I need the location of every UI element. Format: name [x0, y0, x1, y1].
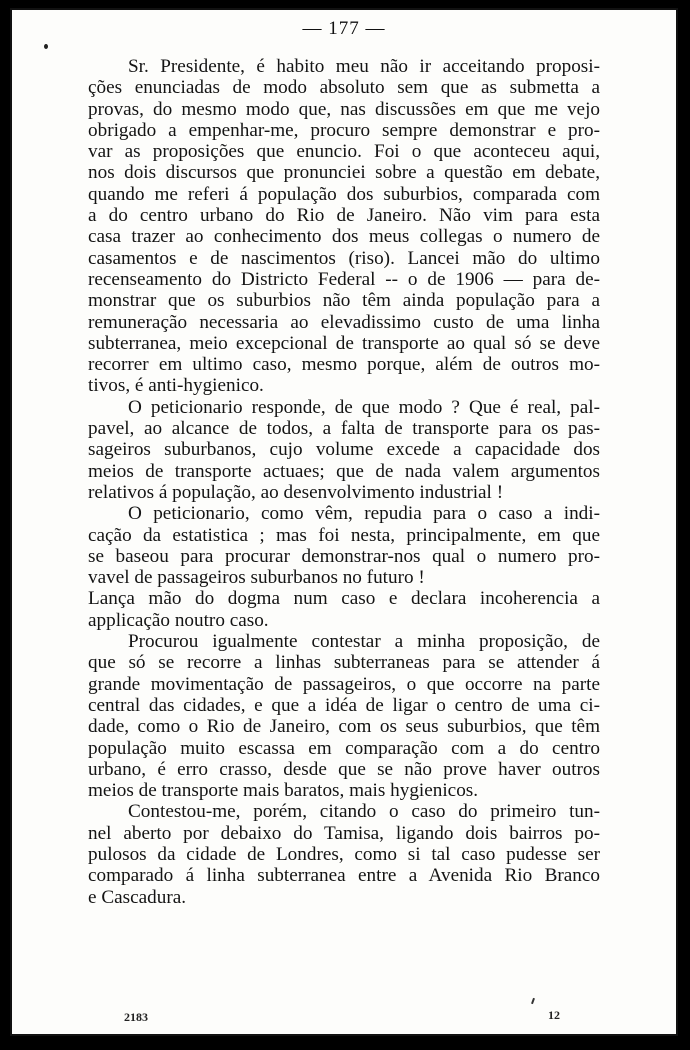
text-line: Sr. Presidente, é habito meu não ir acceitando proposi- — [128, 56, 600, 77]
text-line: dade, como o Rio de Janeiro, com os seus suburbios, que têm — [88, 716, 600, 738]
text-line: pavel, ao alcance de todos, a falta de transporte para os pas- — [88, 418, 600, 440]
text-line: cação da estatistica ; mas foi nesta, principalmente, em que — [88, 524, 600, 546]
text-line: casa trazer ao conhecimento dos meus collegas o numero de — [88, 226, 600, 248]
text-line: subterranea, meio excepcional de transporte ao qual só se deve — [88, 332, 600, 354]
printer-signature: 2183 — [124, 1010, 148, 1024]
text-line: applicação noutro caso. — [88, 609, 269, 631]
body-text — [88, 56, 600, 908]
sheet-number: 12 — [548, 1008, 560, 1022]
text-line: se baseou para procurar demonstrar-nos qual o numero pro- — [88, 545, 600, 567]
text-line: Contestou-me, porém, citando o caso do primeiro tun- — [128, 801, 600, 823]
text-line: tivos, é anti-hygienico. — [88, 375, 264, 397]
text-line: nos dois discursos que pronunciei sobre a questão em debate, — [88, 162, 600, 184]
book-page — [10, 8, 678, 1036]
text-line: pulosos da cidade de Londres, como si tal caso pudesse ser — [88, 843, 600, 865]
text-line: a do centro urbano do Rio de Janeiro. Não vim para esta — [88, 205, 600, 227]
text-line: comparado á linha subterranea entre a Avenida Rio Branco — [88, 865, 600, 887]
text-line: vavel de passageiros suburbanos no futuro ! — [88, 567, 425, 589]
text-line: obrigado a empenhar-me, procuro sempre demonstrar e pro- — [88, 119, 600, 141]
text-line: Lança mão do dogma num caso e declara incoherencia a — [88, 588, 600, 610]
text-line: e Cascadura. — [88, 886, 187, 908]
text-line: remuneração necessaria ao elevadissimo custo de uma linha — [88, 311, 600, 333]
text-line: central das cidades, e que a idéa de ligar o centro de uma ci- — [88, 694, 600, 716]
text-line: var as proposições que enuncio. Foi o que aconteceu aqui, — [88, 141, 600, 163]
text-line: monstrar que os suburbios não têm ainda população para a — [88, 290, 600, 312]
text-line: recorrer em ultimo caso, mesmo porque, além de outros mo- — [88, 354, 600, 376]
page-number: — 177 — — [302, 18, 386, 39]
text-line: meios de transporte mais baratos, mais hygienicos. — [88, 780, 479, 802]
text-line: ções enunciadas de modo absoluto sem que as submetta a — [88, 77, 600, 99]
text-line: recenseamento do Districto Federal -- o de 1906 — para de- — [88, 268, 600, 290]
text-line: quando me referi á população dos suburbios, comparada com — [88, 183, 600, 205]
text-line: sageiros suburbanos, cujo volume excede a capacidade dos — [88, 439, 600, 461]
text-line: O peticionario, como vêm, repudia para o caso a indi- — [128, 503, 600, 525]
text-line: grande movimentação de passageiros, o que occorre na parte — [88, 673, 600, 695]
text-line: meios de transporte actuaes; que de nada valem argumentos — [88, 460, 600, 482]
text-line: O peticionario responde, de que modo ? Que é real, pal- — [128, 396, 600, 418]
text-line: Procurou igualmente contestar a minha proposição, de — [128, 631, 600, 653]
ink-speck — [44, 44, 48, 49]
ink-speck — [531, 998, 535, 1004]
text-line: relativos á população, ao desenvolvimento industrial ! — [88, 481, 504, 503]
text-line: casamentos e de nascimentos (riso). Lancei mão do ultimo — [88, 247, 600, 269]
text-line: população muito escassa em comparação com a do centro — [88, 737, 600, 759]
text-line: urbano, é erro crasso, desde que se não prove haver outros — [88, 758, 600, 780]
text-line: nel aberto por debaixo do Tamisa, ligando dois bairros po- — [88, 822, 600, 844]
text-line: provas, do mesmo modo que, nas discussões em que me vejo — [88, 98, 600, 120]
text-line: que só se recorre a linhas subterraneas para se attender á — [88, 652, 600, 674]
